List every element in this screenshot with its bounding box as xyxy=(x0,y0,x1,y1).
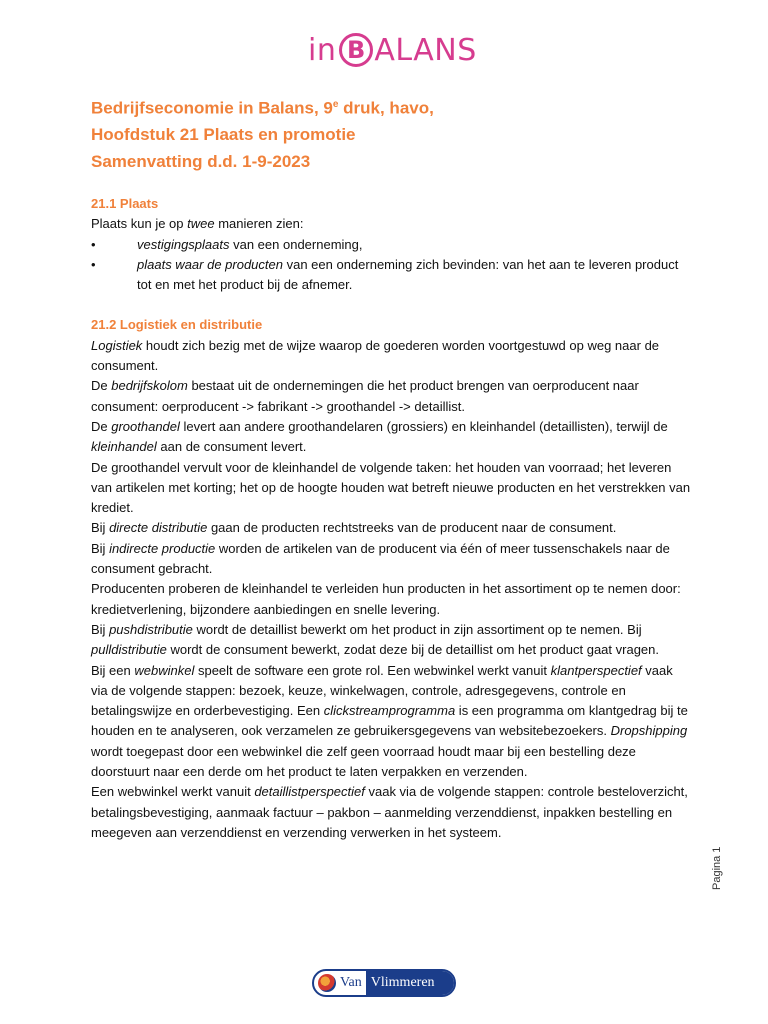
document-title xyxy=(91,92,434,175)
paragraph: De groothandel vervult voor de kleinhandel de volgende taken: het houden van voorraad; het leveren van artikelen met korting; het op de hoogte houden wat betreft nieuwe producten en het verstrekken van krediet. xyxy=(91,459,691,516)
document-body xyxy=(91,194,691,843)
page-number: Pagina 1 xyxy=(711,846,723,890)
inbalans-logo xyxy=(308,28,477,72)
section-heading-21-2: 21.2 Logistiek en distributie xyxy=(91,317,263,333)
paragraph: Bij een webwinkel speelt de software een grote rol. Een webwinkel werkt vanuit klantperspectief vaak via de volgende stappen: bezoek, keuze, winkelwagen, controle, adresgegevens, controle en betalingswijze en orderbevestiging. Een clickstreamprogramma is een programma om klantgedrag bij te houden en te analyseren, ook verzamelen ze gebruikersgegevens van websitebezoekers. Dropshipping wordt toegepast door een webwinkel die zelf geen voorraad houdt maar bij een bestelling deze doorstuurt naar een derde om het product te laten verpakken en verzenden. xyxy=(91,662,688,780)
paragraph: De bedrijfskolom bestaat uit de ondernemingen die het product brengen van oerproducent naar consument: oerproducent -> fabrikant -> groothandel -> detaillist. xyxy=(91,378,639,414)
paragraph: Bij directe distributie gaan de producten rechtstreeks van de producent naar de consument. xyxy=(91,520,617,536)
van-vlimmeren-logo xyxy=(312,969,456,997)
paragraph: Bij indirecte productie worden de artikelen van de producent via één of meer tussenschakels naar de consument gebracht. xyxy=(91,540,670,577)
bullet-list xyxy=(91,235,691,296)
logo-prefix: in xyxy=(308,32,337,68)
paragraph: Logistiek houdt zich bezig met de wijze waarop de goederen worden voortgestuwd op weg naar de consument. xyxy=(91,337,660,374)
title-line-3: Samenvatting d.d. 1-9-2023 xyxy=(91,151,311,171)
list-item: • vestigingsplaats van een onderneming, xyxy=(91,235,691,255)
paragraph: Plaats kun je op twee manieren zien: xyxy=(91,216,304,232)
logo-b-circle: B xyxy=(339,33,373,67)
paragraph: Een webwinkel werkt vanuit detaillistperspectief vaak via de volgende stappen: controle besteloverzicht, betalingsbevestiging, aanmaak factuur – pakbon – aanmelding verzenddienst, inpakken bestelling en meegeven aan verzenddienst en verzending verwerken in het systeem. xyxy=(91,784,688,840)
publisher-van: Van xyxy=(340,975,362,990)
publisher-emblem-icon xyxy=(318,974,336,992)
list-item: • plaats waar de producten van een onderneming zich bevinden: van het aan te leveren product tot en met het product bij de afnemer. xyxy=(91,255,691,296)
logo-suffix: ALANS xyxy=(374,32,477,68)
publisher-name: Vlimmeren xyxy=(366,971,454,995)
paragraph: Producenten proberen de kleinhandel te verleiden hun producten in het assortiment op te nemen door: kredietverlening, bijzondere aanbiedingen en snelle levering. xyxy=(91,581,681,617)
paragraph: Bij pushdistributie wordt de detaillist bewerkt om het product in zijn assortiment op te nemen. Bij pulldistributie wordt de consument bewerkt, zodat deze bij de detaillist om het product gaat vragen. xyxy=(91,621,659,658)
paragraph: De groothandel levert aan andere groothandelaren (grossiers) en kleinhandel (detaillisten), terwijl de kleinhandel aan de consument levert. xyxy=(91,418,668,455)
section-heading-21-1: 21.1 Plaats xyxy=(91,196,159,211)
title-line-2: Hoofdstuk 21 Plaats en promotie xyxy=(91,125,356,145)
title-line-1: Bedrijfseconomie in Balans, 9e druk, havo, xyxy=(91,98,434,118)
